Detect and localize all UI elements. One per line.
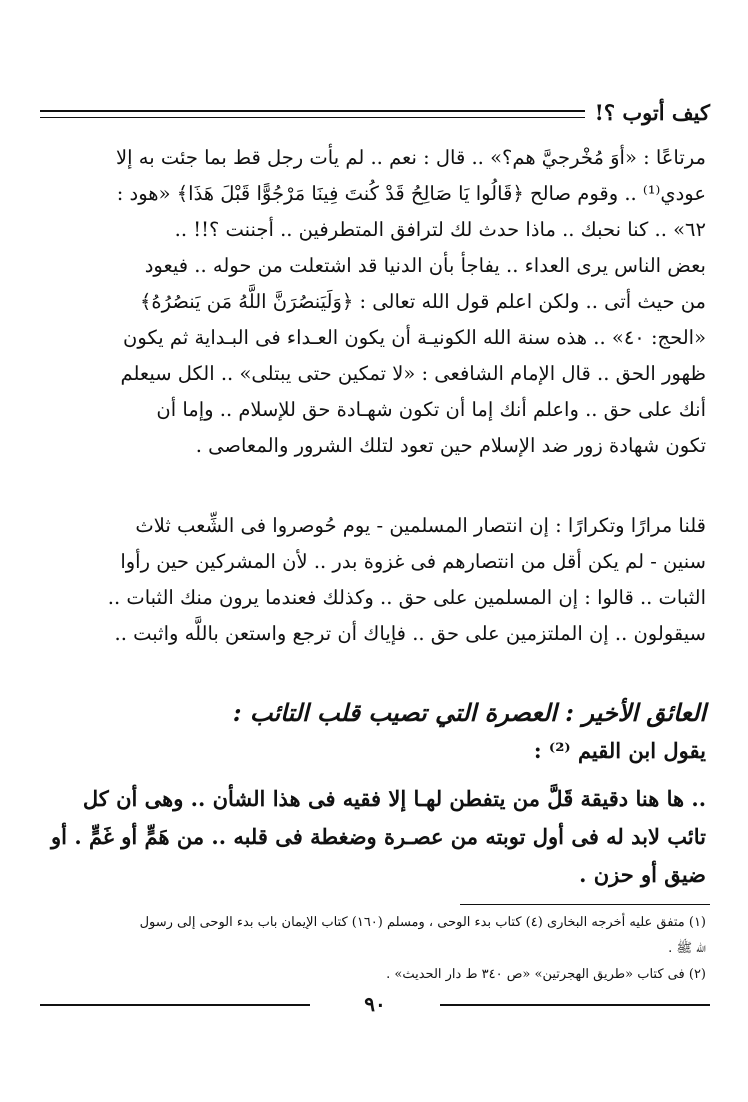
quote-line: تائب لابد له فى أول توبته من عصـرة وضغطة فى قلبه .. من هَمٍّ أو غَمٍّ . أو — [51, 824, 706, 849]
header-title: كيف أتوب ؟! — [594, 100, 710, 125]
text-line: ظهور الحق .. قال الإمام الشافعى : «لا تمكين حتى يبتلى» .. الكل سيعلم — [120, 362, 706, 385]
text-line: عودي⁽¹⁾ .. وقوم صالح ﴿قَالُوا يَا صَالِحُ قَدْ كُنتَ فِينَا مَرْجُوًّا قَبْلَ هَذَا﴾ «هود : — [116, 182, 706, 205]
page-number: ٩٠ — [364, 992, 386, 1016]
citation-line: يقول ابن القيم ⁽²⁾ : — [533, 738, 706, 763]
header-rule — [40, 110, 585, 112]
quote-line: ضيق أو حزن . — [579, 862, 706, 887]
text-line: مرتاعًا : «أوَ مُخْرجيَّ هم؟» .. قال : نعم .. لم يأت رجل قط بما جئت به إلا — [116, 146, 706, 169]
footnote: (٢) فى كتاب «طريق الهجرتين» «ص ٣٤٠ ط دار الحديث» . — [386, 967, 706, 982]
running-header — [40, 98, 710, 132]
text-line: الثبات .. قالوا : إن المسلمين على حق .. وكذلك فعندما يرون منك الثبات .. — [107, 586, 706, 609]
text-line: سيقولون .. إن الملتزمين على حق .. فإياك أن ترجع واستعن باللَّه واثبت .. — [114, 622, 706, 645]
text-line: بعض الناس يرى العداء .. يفاجأ بأن الدنيا قد اشتعلت من حوله .. فيعود — [144, 254, 706, 277]
text-line: سنين - لم يكن أقل من انتصارهم فى غزوة بدر .. لأن المشركين حين رأوا — [120, 550, 706, 573]
text-line: قلنا مرارًا وتكرارًا : إن انتصار المسلمين - يوم حُوصروا فى الشِّعب ثلاث — [135, 514, 706, 537]
text-line: ٦٢» .. كنا نحبك .. ماذا حدث لك لترافق المتطرفين .. أجننت ؟!! .. — [174, 218, 706, 241]
paragraph-2 — [46, 508, 706, 652]
text-line: أنك على حق .. واعلم أنك إما أن تكون شهـادة حق للإسلام .. وإما أن — [156, 398, 706, 421]
text-line: «الحج: ٤٠» .. هذه سنة الله الكونيـة أن يكون العـداء فى البـداية ثم يكون — [123, 326, 706, 349]
quote-line: .. ها هنا دقيقة قَلَّ من يتفطن لهـا إلا فقيه فى هذا الشأن .. وهى أن كل — [82, 786, 706, 811]
text-line: تكون شهادة زور ضد الإسلام حين تعود لتلك الشرور والمعاصى . — [195, 434, 706, 457]
footnotes — [46, 910, 706, 988]
footnote: (١) متفق عليه أخرجه البخارى (٤) كتاب بدء الوحى ، ومسلم (١٦٠) كتاب الإيمان باب بدء الوحى إلى رسول — [139, 915, 706, 930]
paragraph-1 — [46, 140, 706, 464]
footnote-continuation: الله ﷺ . — [668, 941, 706, 956]
footnote-separator — [460, 904, 710, 905]
page-footer — [40, 994, 710, 1014]
section-heading: العائق الأخير : العصرة التي تصيب قلب التائب : — [232, 698, 706, 727]
quoted-passage — [46, 780, 706, 894]
header-rule-thin — [40, 117, 585, 118]
footer-rule-right — [440, 1004, 710, 1006]
text-line: من حيث أتى .. ولكن اعلم قول الله تعالى : ﴿وَلَيَنصُرَنَّ اللَّهُ مَن يَنصُرُهُ﴾ — [139, 290, 706, 313]
